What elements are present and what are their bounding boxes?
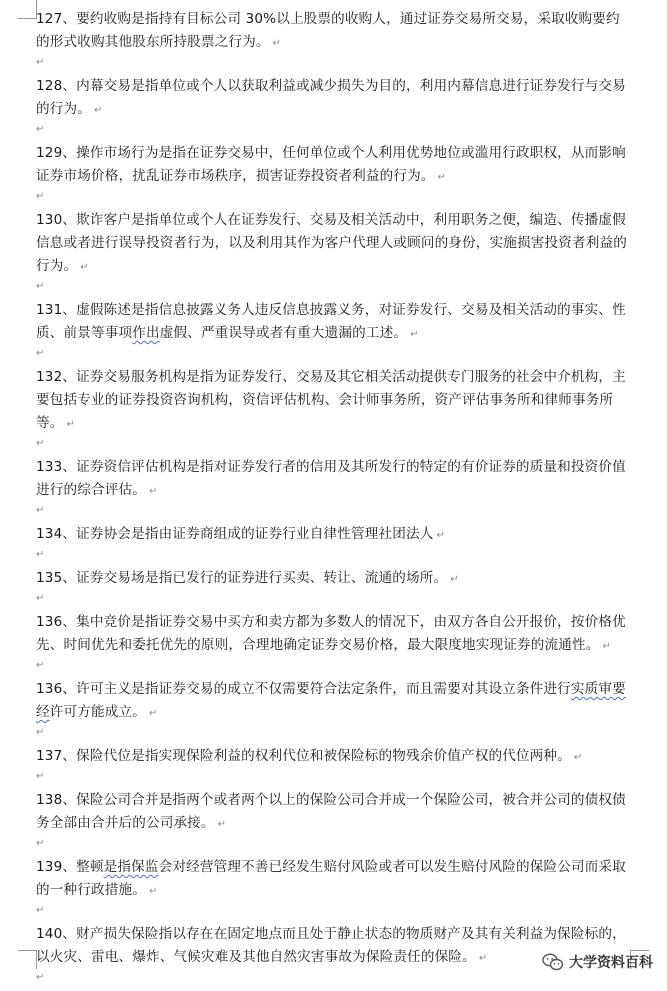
paragraph-136b xyxy=(36,678,632,725)
paragraph-text: 会对经营管理不善已经发生赔付风险或者可以发生赔付风险的保险公司而采取的一种行政措施。 xyxy=(36,859,626,898)
paragraph-mark: ↵ xyxy=(450,574,459,585)
empty-line xyxy=(36,547,632,567)
paragraph-139 xyxy=(36,856,632,903)
paragraph-text: 127、要约收购是指持有目标公司 30%以上股票的收购人，通过证券交易所交易，采取收购要约的形式收购其他股东所持股票之行为。 xyxy=(36,11,620,50)
paragraph-132 xyxy=(36,366,632,436)
paragraph-mark: ↵ xyxy=(80,262,89,273)
paragraph-text: 129、操作市场行为是指在证券交易中，任何单位或个人利用优势地位或滥用行政职权，从而影响证券市场价格，扰乱证券市场秩序，损害证券投资者利益的行为。 xyxy=(36,145,626,184)
paragraph-mark: ↵ xyxy=(437,172,447,183)
paragraph-129 xyxy=(36,142,632,189)
paragraph-mark: ↵ xyxy=(66,419,76,430)
paragraph-mark: ↵ xyxy=(36,905,45,916)
paragraph-137 xyxy=(36,745,632,769)
paragraph-mark: ↵ xyxy=(36,593,45,604)
spellcheck-underline: 作出 xyxy=(132,325,160,341)
paragraph-text: 137、保险代位是指实现保险利益的权利代位和被保险标的物残余价值产权的代位两种。 xyxy=(36,748,571,764)
empty-line xyxy=(36,725,632,745)
paragraph-text: 134、证券协会是指由证券商组成的证券行业自律性管理社团法人 xyxy=(36,526,434,542)
paragraph-text: 138、保险公司合并是指两个或者两个以上的保险公司合并成一个保险公司，被合并公司的债权债务全部由合并后的公司承接。 xyxy=(36,792,626,831)
paragraph-mark: ↵ xyxy=(36,57,45,68)
paragraph-136a xyxy=(36,611,632,658)
paragraph-mark: ↵ xyxy=(36,438,45,449)
paragraph-text: 131、虚假陈述是指信息披露义务人违反信息披露义务，对证券发行、交易及相关活动的事实、性质、前景等事项 xyxy=(36,302,626,341)
empty-line xyxy=(36,55,632,75)
empty-line xyxy=(36,503,632,523)
paragraph-mark: ↵ xyxy=(36,727,45,738)
paragraph-text: 139、整顿 xyxy=(36,859,104,875)
paragraph-mark: ↵ xyxy=(436,530,446,541)
paragraph-mark: ↵ xyxy=(36,191,45,202)
paragraph-131 xyxy=(36,299,632,346)
paragraph-text: 135、证券交易场是指已发行的证券进行买卖、转让、流通的场所。 xyxy=(36,570,448,586)
empty-line xyxy=(36,658,632,678)
paragraph-mark: ↵ xyxy=(93,105,103,116)
empty-line xyxy=(36,279,632,299)
paragraph-127 xyxy=(36,8,632,55)
paragraph-mark: ↵ xyxy=(148,708,158,719)
paragraph-mark: ↵ xyxy=(272,38,282,49)
paragraph-128 xyxy=(36,75,632,122)
paragraph-130 xyxy=(36,209,632,279)
empty-line xyxy=(36,436,632,456)
paragraph-133 xyxy=(36,456,632,503)
paragraph-mark: ↵ xyxy=(148,486,158,497)
paragraph-mark: ↵ xyxy=(573,752,583,763)
paragraph-text: 128、内幕交易是指单位或个人以获取利益或减少损失为目的，利用内幕信息进行证券发行与交易的行为。 xyxy=(36,78,626,117)
paragraph-138 xyxy=(36,789,632,836)
empty-line xyxy=(36,591,632,611)
wechat-icon xyxy=(542,953,564,971)
crop-mark-top-left xyxy=(18,0,37,19)
paragraph-text: 140、财产损失保险指以存在在固定地点而且处于静止状态的物质财产及其有关利益为保险标的，以火灾、雷电、爆炸、气候灾难及其他自然灾害事故为保险责任的保险。 xyxy=(36,926,626,965)
empty-line xyxy=(36,970,632,990)
paragraph-135 xyxy=(36,567,632,591)
watermark xyxy=(542,952,653,972)
watermark-text: 大学资料百科 xyxy=(569,955,653,971)
paragraph-text: 136、集中竞价是指证券交易中买方和卖方都为多数人的情况下，由双方各自公开报价，按价格优先、时间优先和委托优先的原则，合理地确定证券交易价格，最大限度地实现证券的流通性。 xyxy=(36,614,626,653)
paragraph-text: 虚假、严重误导或者有重大遗漏的工述。 xyxy=(159,325,408,341)
paragraph-text: 许可方能成立。 xyxy=(49,704,146,720)
paragraph-text: 136、许可主义是指证券交易的成立不仅需要符合法定条件，而且需要对其设立条件进行 xyxy=(36,681,571,697)
paragraph-mark: ↵ xyxy=(148,886,158,897)
empty-line xyxy=(36,836,632,856)
paragraph-mark: ↵ xyxy=(36,660,45,671)
paragraph-text: 130、欺诈客户是指单位或个人在证券发行、交易及相关活动中，利用职务之便，编造、传播虚假信息或者进行误导投资者行为，以及利用其作为客户代理人或顾问的身份，实施损害投资者利益的行为。 xyxy=(36,212,627,274)
paragraph-mark: ↵ xyxy=(36,281,45,292)
empty-line xyxy=(36,189,632,209)
crop-mark-bottom-left xyxy=(18,950,37,969)
empty-line xyxy=(36,903,632,923)
paragraph-mark: ↵ xyxy=(36,838,45,849)
spellcheck-underline: 是指保监 xyxy=(103,859,159,875)
paragraph-mark: ↵ xyxy=(410,329,419,340)
paragraph-mark: ↵ xyxy=(36,972,45,983)
empty-line xyxy=(36,122,632,142)
paragraph-mark: ↵ xyxy=(602,641,612,652)
paragraph-mark: ↵ xyxy=(478,953,488,964)
paragraph-mark: ↵ xyxy=(36,549,45,560)
paragraph-mark: ↵ xyxy=(36,124,45,135)
document-body xyxy=(36,8,632,990)
paragraph-text: 132、证券交易服务机构是指为证券发行、交易及其它相关活动提供专门服务的社会中介机构，主要包括专业的证券投资咨询机构，资信评估机构、会计师事务所，资产评估事务所和律师事务所等。 xyxy=(36,369,626,431)
paragraph-mark: ↵ xyxy=(36,348,45,359)
paragraph-text: 133、证券资信评估机构是指对证券发行者的信用及其所发行的特定的有价证券的质量和投资价值进行的综合评估。 xyxy=(36,459,626,498)
empty-line xyxy=(36,769,632,789)
spellcheck-underline: 实质审要经 xyxy=(36,681,626,720)
paragraph-134 xyxy=(36,523,632,547)
paragraph-mark: ↵ xyxy=(36,505,45,516)
empty-line xyxy=(36,346,632,366)
paragraph-mark: ↵ xyxy=(217,819,227,830)
paragraph-mark: ↵ xyxy=(36,771,45,782)
